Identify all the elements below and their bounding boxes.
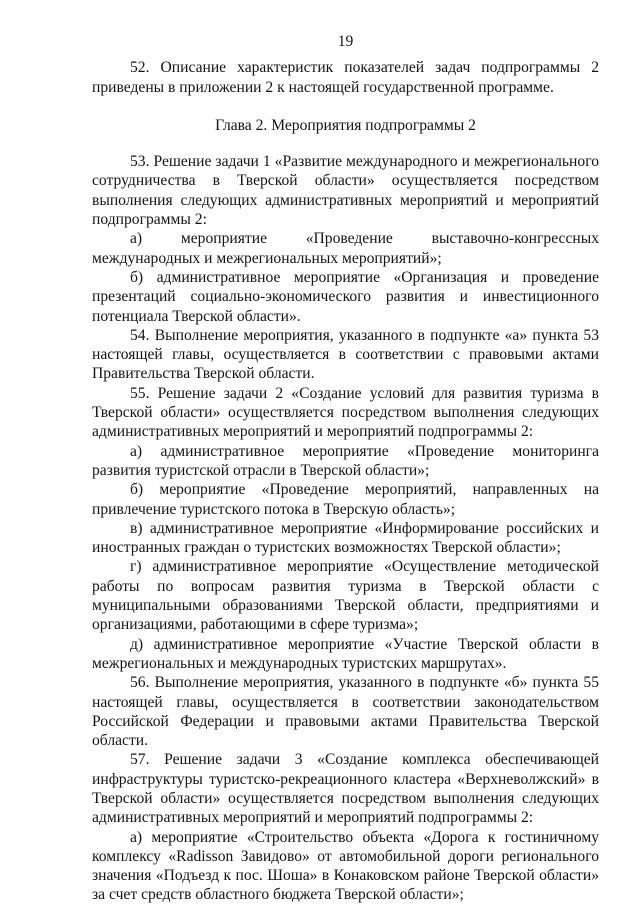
paragraph-52: 52. Описание характеристик показателей задач подпрограммы 2 приведены в приложении 2 к настоящей государственной программе. (92, 59, 599, 96)
paragraph-54: 54. Выполнение мероприятия, указанного в подпункте «а» пункта 53 настоящей главы, осуществляется в соответствии с правовыми актами Правительства Тверской области. (92, 326, 599, 383)
page-number: 19 (337, 33, 354, 50)
paragraph-55-b: б) мероприятие «Проведение мероприятий, направленных на привлечение туристского потока в Тверскую область»; (92, 481, 599, 518)
paragraph-57-a: а) мероприятие «Строительство объекта «Дорога к гостиничному комплексу «Radisson Завидово» от автомобильной дороги регионального значения «Подъезд к пос. Шоша» в Конаковском районе Тверской области» за счет средств областного бюджета Тверской области»; (92, 828, 599, 904)
paragraph-55-a: а) административное мероприятие «Проведение мониторинга развития туристской отрасли в Тверской области»; (92, 442, 599, 479)
paragraph-57: 57. Решение задачи 3 «Создание комплекса обеспечивающей инфраструктуры туристско-рекреационного кластера «Верхневолжский» в Тверской области» осуществляется посредством выполнения следующих административных мероприятий и мероприятий подпрограммы 2: (92, 751, 599, 827)
paragraph-53: 53. Решение задачи 1 «Развитие международного и межрегионального сотрудничества в Тверской области» осуществляется посредством выполнения следующих административных мероприятий и мероприятий подпрограммы 2: (92, 153, 599, 229)
paragraph-56: 56. Выполнение мероприятия, указанного в подпункте «б» пункта 55 настоящей главы, осуществляется в соответствии законодательством Российской Федерации и правовыми актами Правительства Тверской области. (92, 674, 599, 750)
paragraph-55-g: г) административное мероприятие «Осуществление методической работы по вопросам развития туризма в Тверской области с муниципальными образованиями Тверской области, предприятиями и организациями, работающими в сфере туризма»; (92, 558, 599, 634)
paragraph-55-v: в) административное мероприятие «Информирование российских и иностранных граждан о туристских возможностях Тверской области»; (92, 519, 599, 557)
paragraph-53-a: а) мероприятие «Проведение выставочно-конгрессных международных и межрегиональных мероприятий»; (92, 230, 599, 267)
paragraph-55-d: д) административное мероприятие «Участие Тверской области в межрегиональных и международных туристских маршрутах». (92, 635, 599, 672)
paragraph-53-b: б) административное мероприятие «Организация и проведение презентаций социально-экономического развития и инвестиционного потенциала Тверской области». (92, 268, 599, 325)
paragraph-55: 55. Решение задачи 2 «Создание условий для развития туризма в Тверской области» осуществляется посредством выполнения следующих административных мероприятий и мероприятий подпрограммы 2: (92, 384, 599, 441)
document-page (92, 32, 599, 905)
chapter-heading: Глава 2. Мероприятия подпрограммы 2 (215, 116, 476, 134)
